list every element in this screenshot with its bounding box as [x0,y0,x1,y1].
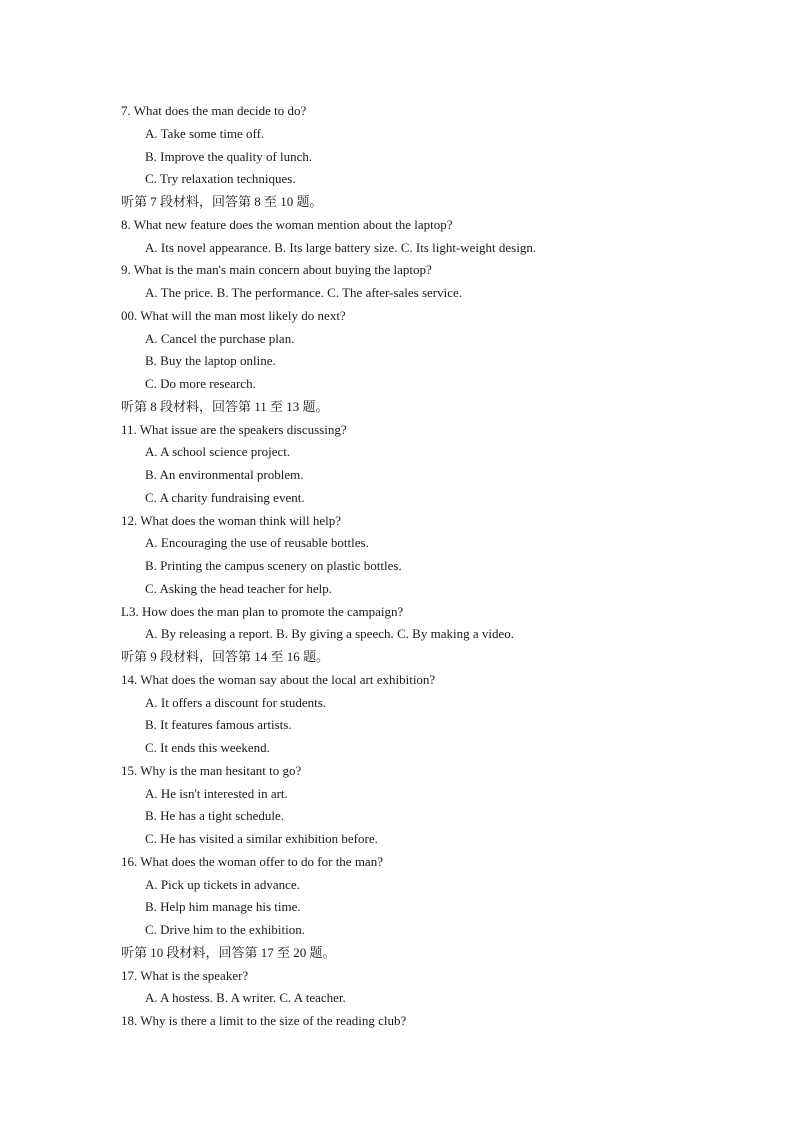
option-line: C. Do more research. [145,376,256,391]
option-line: C. Asking the head teacher for help. [145,580,332,596]
option-line: A. A school science project. [145,444,291,460]
question-line: 17. What is the speaker? [121,967,249,983]
section-instruction: 听第 9 段材料，回答第 14 至 16 题。 [121,649,330,664]
option-line: B. Buy the laptop online. [145,353,276,369]
option-line: A. He isn't interested in art. [145,785,288,801]
option-line: C. Try relaxation techniques. [145,171,296,187]
question-line: 18. Why is there a limit to the size of the reading club? [121,1013,407,1028]
option-line: C. A charity fundraising event. [145,489,305,505]
option-line: A. It offers a discount for students. [145,694,327,710]
question-line: 9. What is the man's main concern about buying the laptop? [121,262,432,278]
question-line: 11. What issue are the speakers discussing? [121,421,347,437]
section-instruction: 听第 8 段材料，回答第 11 至 13 题。 [121,398,329,414]
option-line: C. It ends this weekend. [145,740,270,755]
option-line: B. An environmental problem. [145,467,304,482]
question-line: 7. What does the man decide to do? [121,103,307,118]
question-line: 12. What does the woman think will help? [121,512,341,528]
option-line: B. He has a tight schedule. [145,808,284,824]
section-instruction: 听第 10 段材料，回答第 17 至 20 题。 [121,944,336,960]
option-line: A. Encouraging the use of reusable bottles. [145,535,369,551]
question-line: 15. Why is the man hesitant to go? [121,762,302,778]
option-line: B. Printing the campus scenery on plastic bottles. [145,558,402,573]
document-page [0,100,794,1033]
option-line: B. It features famous artists. [145,717,292,733]
option-line: B. Improve the quality of lunch. [145,148,313,164]
option-line: A. By releasing a report. B. By giving a speech. C. By making a video. [145,626,514,642]
option-line: A. A hostess. B. A writer. C. A teacher. [145,990,346,1006]
option-line: A. The price. B. The performance. C. The after-sales service. [145,285,463,300]
option-line: A. Take some time off. [145,125,265,141]
option-line: A. Pick up tickets in advance. [145,876,300,892]
question-line: 00. What will the man most likely do next? [121,307,346,323]
option-line: A. Cancel the purchase plan. [145,330,295,346]
section-instruction: 听第 7 段材料，回答第 8 至 10 题。 [121,194,323,209]
option-line: C. Drive him to the exhibition. [145,922,305,937]
option-line: B. Help him manage his time. [145,899,301,915]
option-line: A. Its novel appearance. B. Its large battery size. C. Its light-weight design. [145,239,537,255]
question-line: 16. What does the woman offer to do for the man? [121,853,383,869]
question-line: L3. How does the man plan to promote the campaign? [121,603,404,619]
option-line: C. He has visited a similar exhibition before. [145,831,378,846]
question-line: 8. What new feature does the woman mention about the laptop? [121,216,453,232]
question-line: 14. What does the woman say about the local art exhibition? [121,671,436,687]
